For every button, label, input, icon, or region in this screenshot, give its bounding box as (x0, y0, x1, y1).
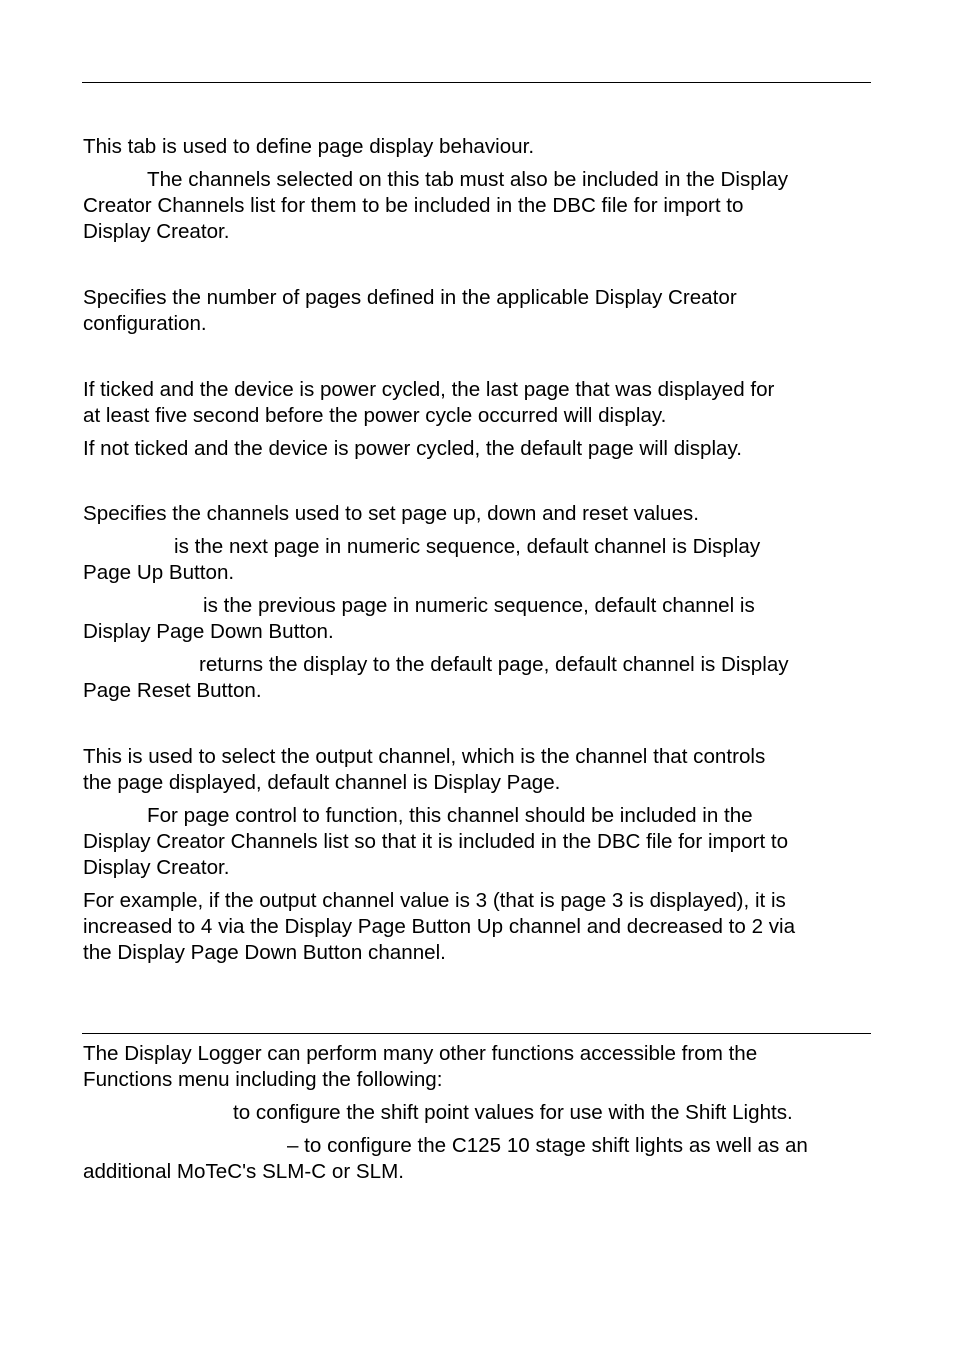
page-up-description: is the next page in numeric sequence, default channel is Display Page Up Button. (83, 535, 761, 584)
note-paragraph: The channels selected on this tab must also be included in the Display Creator Channels list for them to be included in the DBC file for import to Display Creator. (83, 168, 789, 243)
remember-page-unticked: If not ticked and the device is power cycled, the default page will display. (83, 437, 742, 460)
other-functions-intro: The Display Logger can perform many other functions accessible from the Functions menu including the following: (83, 1042, 758, 1091)
shift-lights-item: – to configure the C125 10 stage shift lights as well as an additional MoTeC's SLM-C or SLM. (83, 1134, 808, 1183)
channels-intro: Specifies the channels used to set page up, down and reset values. (83, 502, 699, 525)
example-paragraph: For example, if the output channel value is 3 (that is page 3 is displayed), it is increased to 4 via the Display Page Button Up channel and decreased to 2 via the Display Page Down Button channel. (83, 889, 796, 964)
pages-description: Specifies the number of pages defined in the applicable Display Creator configuration. (83, 286, 737, 335)
intro-paragraph: This tab is used to define page display behaviour. (83, 135, 535, 158)
remember-page-ticked: If ticked and the device is power cycled, the last page that was displayed for at least five second before the power cycle occurred will display. (83, 378, 775, 427)
shift-points-item: to configure the shift point values for use with the Shift Lights. (233, 1101, 793, 1124)
page-down-description: is the previous page in numeric sequence, default channel is Display Page Down Button. (83, 594, 755, 643)
output-channel-note: For page control to function, this channel should be included in the Display Creator Channels list so that it is included in the DBC file for import to Display Creator. (83, 804, 789, 879)
section-rule (82, 1033, 871, 1034)
top-rule (82, 82, 871, 83)
page-reset-description: returns the display to the default page, default channel is Display Page Reset Button. (83, 653, 789, 702)
output-channel-description: This is used to select the output channel, which is the channel that controls the page displayed, default channel is Display Page. (83, 745, 766, 794)
